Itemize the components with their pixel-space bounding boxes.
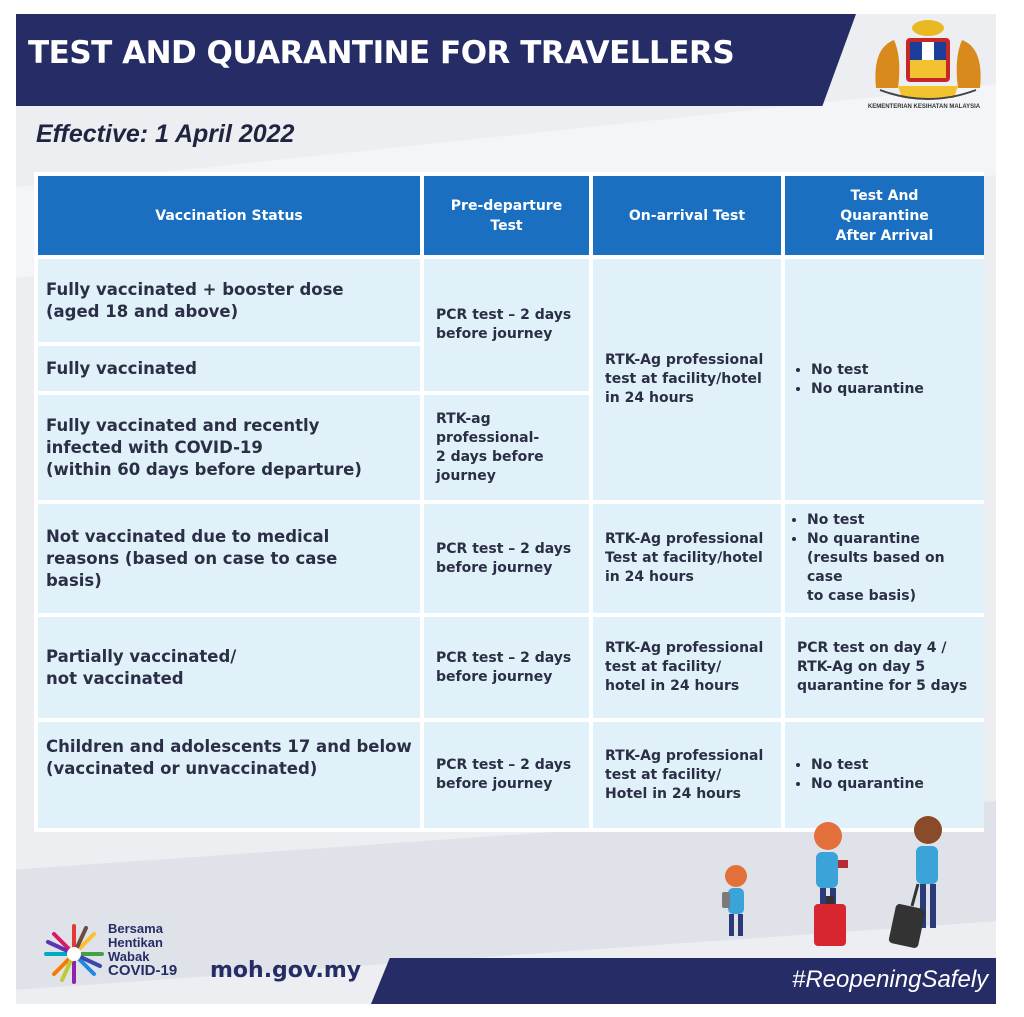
table-row (38, 259, 984, 342)
ministry-caption: KEMENTERIAN KESIHATAN MALAYSIA (867, 104, 981, 110)
after-arrival-cell: • No test • No quarantine (785, 722, 984, 828)
vaccination-status-cell: Not vaccinated due to medical reasons (based on case to case basis) (38, 504, 420, 613)
vaccination-status-cell: Fully vaccinated (38, 346, 420, 391)
pre-departure-cell: PCR test – 2 days before journey (424, 722, 589, 828)
after-arrival-cell: • No test • No quarantine (results based on case to case basis) (785, 504, 984, 613)
pre-departure-cell: PCR test – 2 days before journey (424, 504, 589, 613)
table-row (38, 504, 984, 613)
on-arrival-cell: RTK-Ag professional Test at facility/hotel in 24 hours (593, 504, 781, 613)
table-row (38, 617, 984, 718)
header-on-arrival: On-arrival Test (593, 176, 781, 255)
hashtag: #ReopeningSafely (792, 966, 989, 993)
on-arrival-cell: RTK-Ag professional test at facility/ Hotel in 24 hours (593, 722, 781, 828)
poster (16, 14, 996, 1004)
pre-departure-cell: PCR test – 2 days before journey (424, 259, 589, 391)
pre-departure-cell: RTK-ag professional- 2 days before journey (424, 395, 589, 501)
table-row (38, 722, 984, 828)
page-title: TEST AND QUARANTINE FOR TRAVELLERS (28, 35, 735, 71)
after-arrival-cell: PCR test on day 4 / RTK-Ag on day 5 quarantine for 5 days (785, 617, 984, 718)
sunburst-logo-icon (42, 922, 106, 986)
campaign-logo-text: Bersama Hentikan Wabak COVID-19 (108, 921, 178, 979)
vaccination-status-cell: Fully vaccinated and recently infected with COVID-19 (within 60 days before departure) (38, 395, 420, 501)
after-arrival-cell: • No test • No quarantine (785, 259, 984, 500)
vaccination-status-cell: Children and adolescents 17 and below (vaccinated or unvaccinated) (38, 722, 420, 828)
header-after-arrival: Test And Quarantine After Arrival (785, 176, 984, 255)
website-url: moh.gov.my (210, 958, 362, 983)
header-pre-departure: Pre-departure Test (424, 176, 589, 255)
malaysia-coat-of-arms-icon (868, 18, 988, 102)
pre-departure-cell: PCR test – 2 days before journey (424, 617, 589, 718)
travellers-illustration (716, 814, 966, 959)
header-vaccination-status: Vaccination Status (38, 176, 420, 255)
on-arrival-cell: RTK-Ag professional test at facility/hotel in 24 hours (593, 259, 781, 500)
on-arrival-cell: RTK-Ag professional test at facility/ hotel in 24 hours (593, 617, 781, 718)
vaccination-status-cell: Partially vaccinated/ not vaccinated (38, 617, 420, 718)
effective-date: Effective: 1 April 2022 (36, 120, 295, 148)
vaccination-status-cell: Fully vaccinated + booster dose (aged 18 and above) (38, 259, 420, 342)
rules-table (34, 172, 984, 832)
